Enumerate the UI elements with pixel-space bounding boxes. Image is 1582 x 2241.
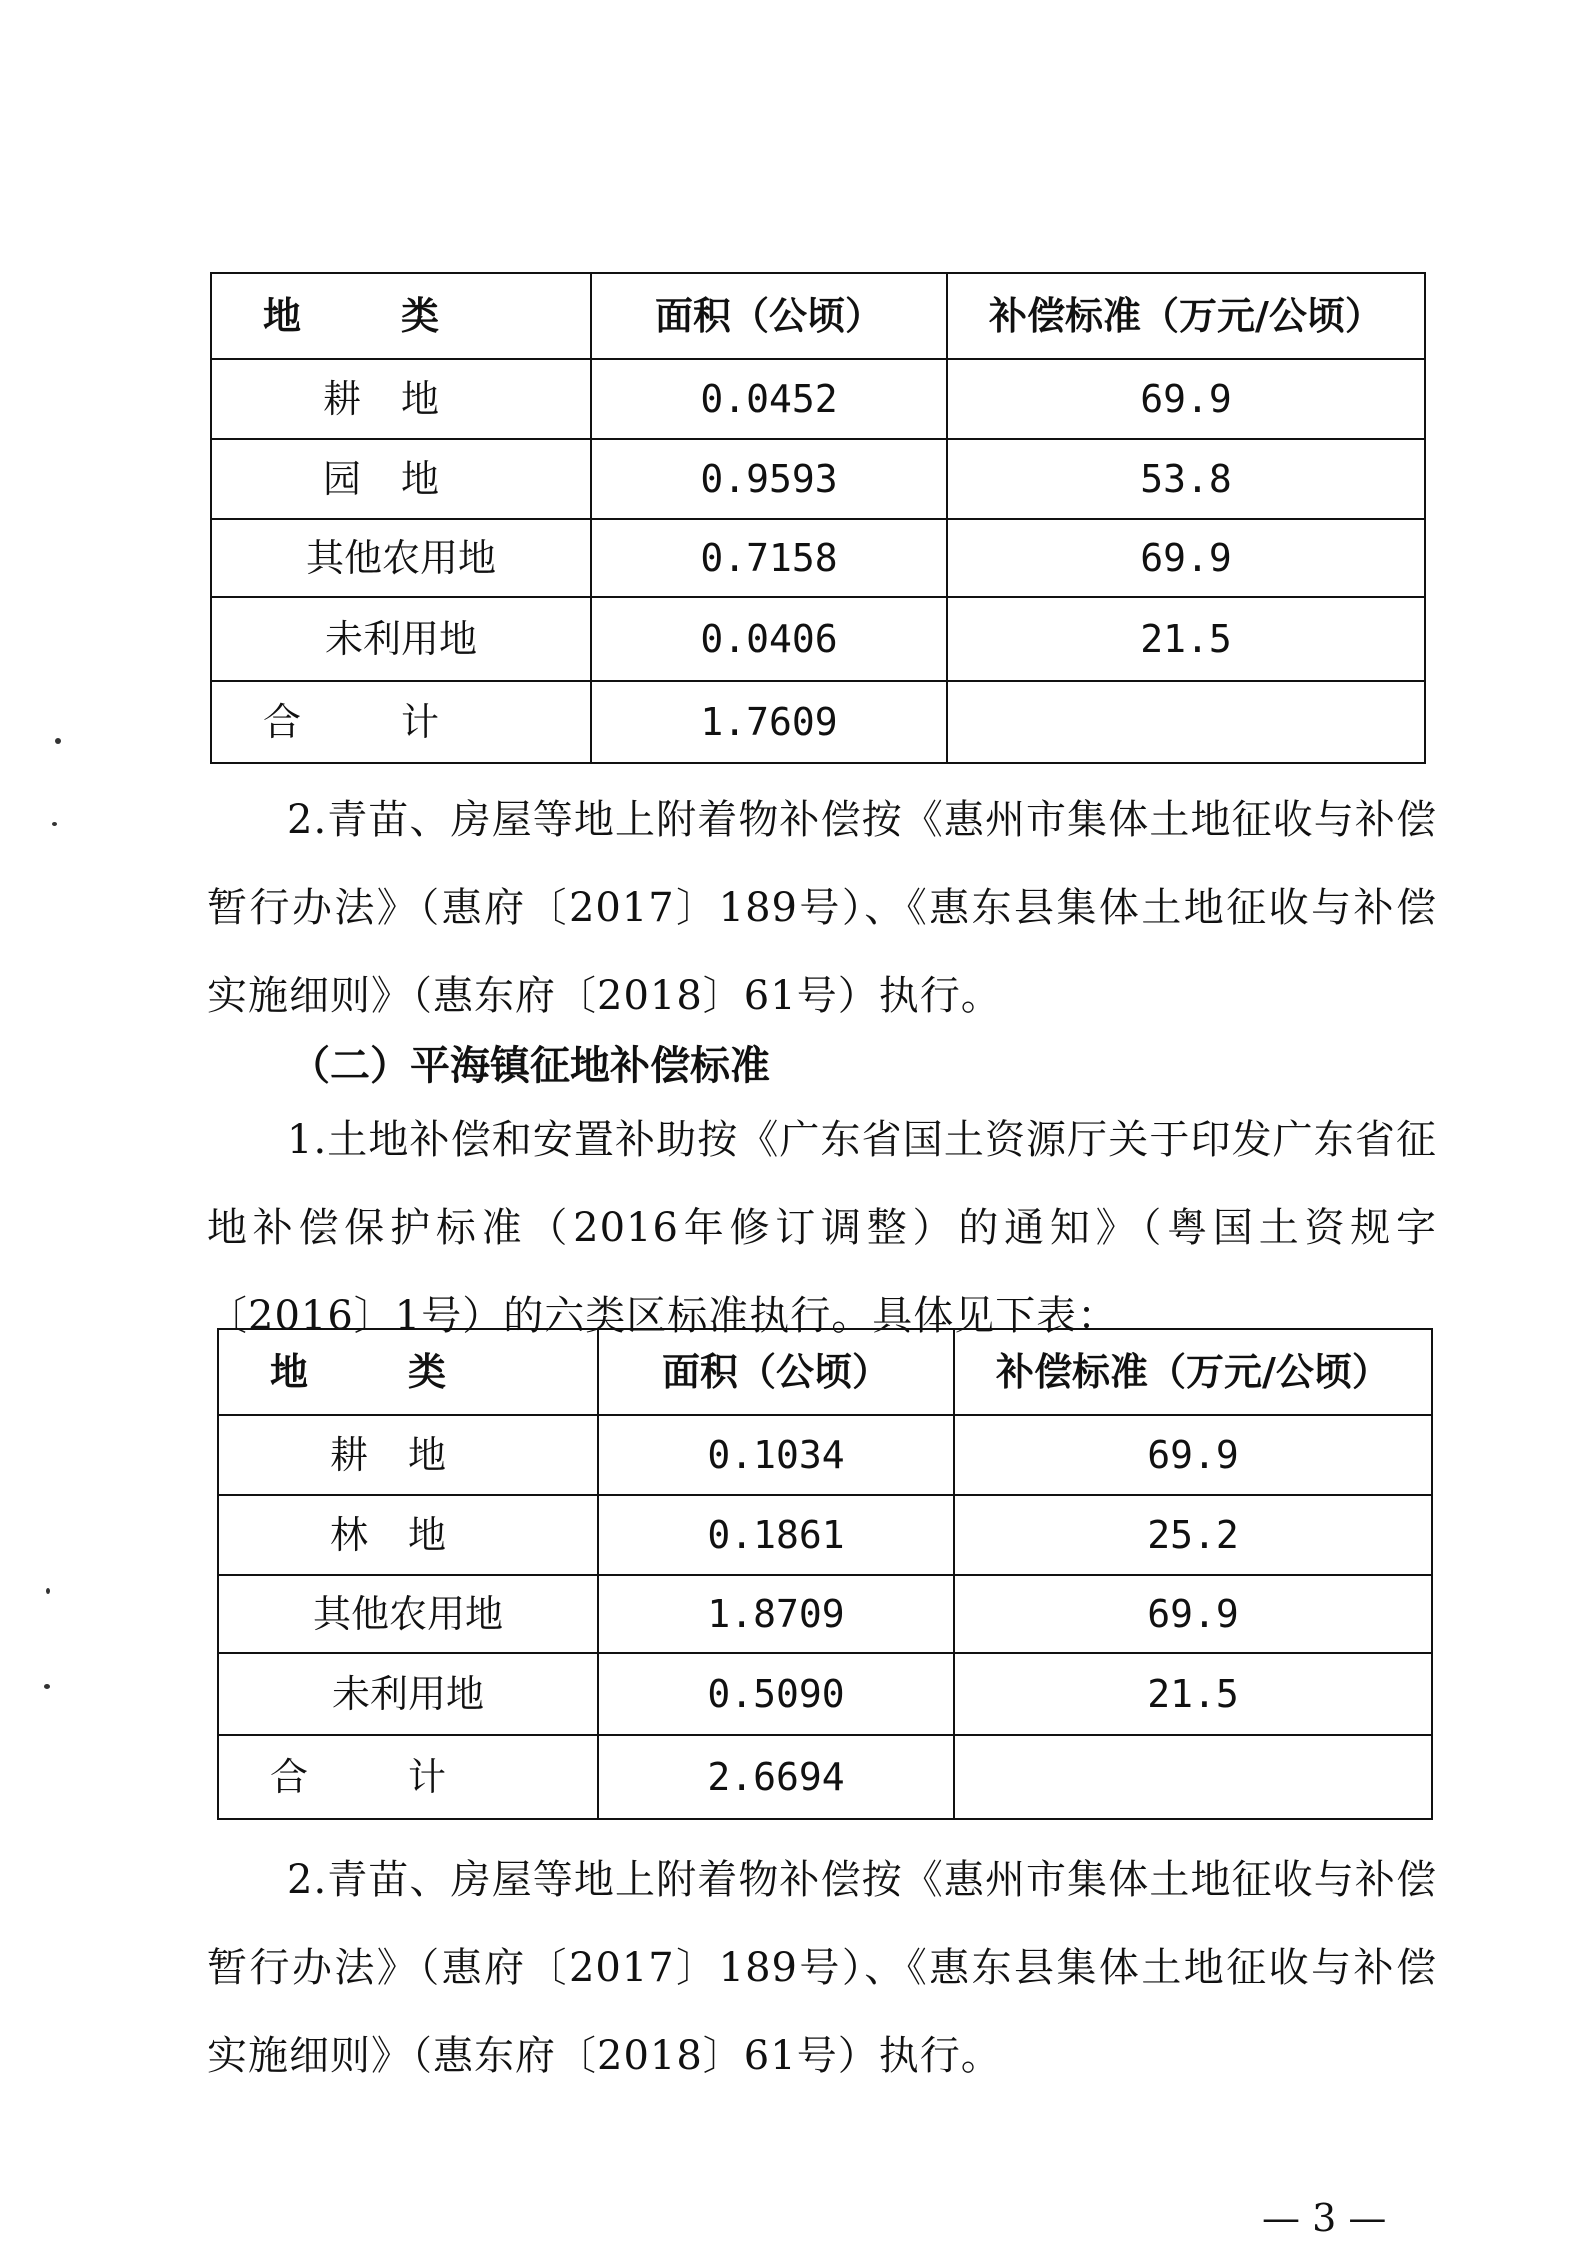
land-type-cell: 园地 [211,439,591,519]
standard-cell: 69.9 [947,519,1425,597]
area-cell: 0.0406 [591,597,947,681]
land-type-cell: 林地 [218,1495,598,1575]
area-cell: 1.8709 [598,1575,954,1653]
area-cell: 0.7158 [591,519,947,597]
table-row [218,1415,1432,1495]
header-area: 面积（公顷） [598,1329,954,1415]
total-standard-cell [947,681,1425,763]
standard-cell: 69.9 [954,1415,1432,1495]
table-total-row [211,681,1425,763]
area-cell: 0.9593 [591,439,947,519]
area-cell: 0.5090 [598,1653,954,1735]
scan-speck [44,1684,50,1689]
land-compensation-paragraph: 1.土地补偿和安置补助按《广东省国土资源厅关于印发广东省征地补偿保护标准（2016年修订调整）的通知》（粤国土资规字〔2016〕1号）的六类区标准执行。具体见下表： [207,1117,1437,1339]
standard-cell: 69.9 [954,1575,1432,1653]
header-land-type: 地类 [218,1329,598,1415]
total-area-cell: 2.6694 [598,1735,954,1819]
attachment-paragraph-1: 2.青苗、房屋等地上附着物补偿按《惠州市集体土地征收与补偿暂行办法》（惠府〔2017〕189号）、《惠东县集体土地征收与补偿实施细则》（惠东府〔2018〕61号）执行。 [207,797,1437,1019]
area-cell: 0.1034 [598,1415,954,1495]
compensation-table-2 [217,1328,1433,1820]
total-standard-cell [954,1735,1432,1819]
area-cell: 0.1861 [598,1495,954,1575]
page-number: — 3 — [1262,2196,1387,2240]
table-header-row [218,1329,1432,1415]
standard-cell: 21.5 [947,597,1425,681]
attachment-paragraph-2: 2.青苗、房屋等地上附着物补偿按《惠州市集体土地征收与补偿暂行办法》（惠府〔2017〕189号）、《惠东县集体土地征收与补偿实施细则》（惠东府〔2018〕61号）执行。 [207,1857,1437,2079]
scan-speck [52,822,57,826]
table-header-row [211,273,1425,359]
land-type-cell: 其他农用地 [218,1575,598,1653]
standard-cell: 53.8 [947,439,1425,519]
standard-cell: 69.9 [947,359,1425,439]
table-row [218,1575,1432,1653]
table-row [218,1495,1432,1575]
header-standard: 补偿标准（万元/公顷） [947,273,1425,359]
land-type-cell: 耕地 [218,1415,598,1495]
total-label-cell: 合计 [211,681,591,763]
compensation-table-1 [210,272,1426,764]
standard-cell: 21.5 [954,1653,1432,1735]
section-heading: （二）平海镇征地补偿标准 [290,1043,770,1089]
table-row [211,439,1425,519]
land-type-cell: 未利用地 [218,1653,598,1735]
standard-cell: 25.2 [954,1495,1432,1575]
header-standard: 补偿标准（万元/公顷） [954,1329,1432,1415]
table-total-row [218,1735,1432,1819]
land-type-cell: 未利用地 [211,597,591,681]
land-type-cell: 其他农用地 [211,519,591,597]
table-row [211,359,1425,439]
header-land-type: 地类 [211,273,591,359]
area-cell: 0.0452 [591,359,947,439]
table-row [211,597,1425,681]
total-area-cell: 1.7609 [591,681,947,763]
table-row [218,1653,1432,1735]
header-area: 面积（公顷） [591,273,947,359]
table-row [211,519,1425,597]
land-type-cell: 耕地 [211,359,591,439]
scan-speck [55,738,61,744]
total-label-cell: 合计 [218,1735,598,1819]
scan-speck [46,1588,50,1594]
